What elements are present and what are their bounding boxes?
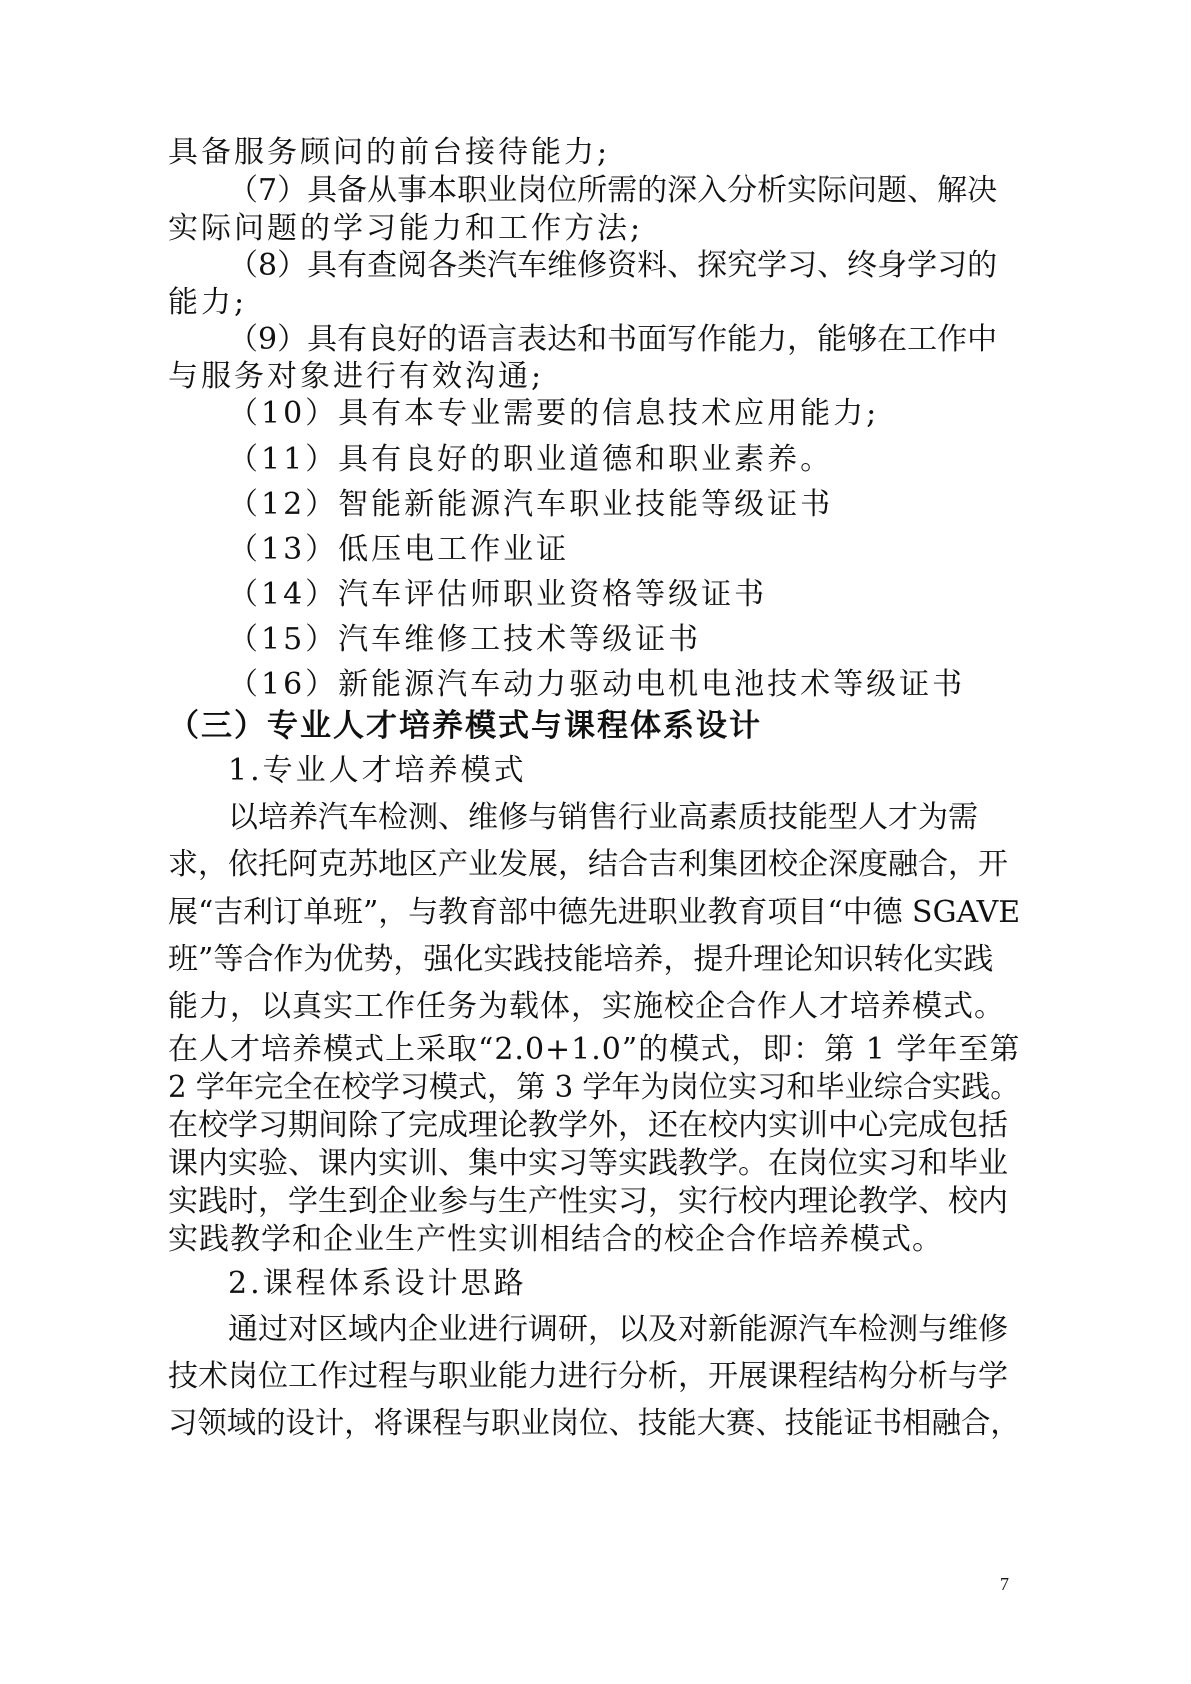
list-item-15: （15）汽车维修工技术等级证书	[228, 622, 702, 657]
subsection-heading: 2.课程体系设计思路	[228, 1266, 527, 1301]
list-item-8: （8）具有查阅各类汽车维修资料、探究学习、终身学习的	[228, 248, 998, 283]
paragraph-line: 课内实验、课内实训、集中实习等实践教学。在岗位实习和毕业	[168, 1146, 1008, 1181]
paragraph-line: 在人才培养模式上采取“2.0+1.0”的模式，即：第 1 学年至第	[168, 1032, 1021, 1067]
paragraph-line: 班”等合作为优势，强化实践技能培养，提升理论知识转化实践	[168, 942, 994, 977]
paragraph-line: 求，依托阿克苏地区产业发展，结合吉利集团校企深度融合，开	[168, 847, 1008, 882]
list-item-13: （13）低压电工作业证	[228, 532, 570, 567]
list-item-11: （11）具有良好的职业道德和职业素养。	[228, 442, 834, 477]
list-item-12: （12）智能新能源汽车职业技能等级证书	[228, 487, 834, 522]
subsection-heading: 1.专业人才培养模式	[228, 753, 527, 788]
paragraph-line: 展“吉利订单班”，与教育部中德先进职业教育项目“中德 SGAVE	[168, 895, 1021, 930]
paragraph-line: 能力，以真实工作任务为载体，实施校企合作人才培养模式。	[168, 989, 1005, 1024]
list-item-7: （7）具备从事本职业岗位所需的深入分析实际问题、解决	[228, 173, 998, 208]
paragraph-line: 在校学习期间除了完成理论教学外，还在校内实训中心完成包括	[168, 1108, 1008, 1143]
paragraph-line: 2 学年完全在校学习模式，第 3 学年为岗位实习和毕业综合实践。	[168, 1070, 1020, 1105]
paragraph-line: 习领域的设计，将课程与职业岗位、技能大赛、技能证书相融合，	[168, 1406, 1020, 1441]
text-line: 具备服务顾问的前台接待能力;	[168, 135, 611, 170]
page-number: 7	[1000, 1574, 1009, 1594]
paragraph-line: 实践教学和企业生产性实训相结合的校企合作培养模式。	[168, 1222, 943, 1257]
paragraph-line: 技术岗位工作过程与职业能力进行分析，开展课程结构分析与学	[168, 1359, 1008, 1394]
paragraph-line: 以培养汽车检测、维修与销售行业高素质技能型人才为需	[228, 800, 978, 835]
list-item-14: （14）汽车评估师职业资格等级证书	[228, 577, 768, 612]
text-line: 实际问题的学习能力和工作方法;	[168, 211, 644, 246]
list-item-16: （16）新能源汽车动力驱动电机电池技术等级证书	[228, 667, 966, 702]
list-item-9: （9）具有良好的语言表达和书面写作能力，能够在工作中	[228, 322, 998, 357]
paragraph-line: 通过对区域内企业进行调研，以及对新能源汽车检测与维修	[228, 1312, 1008, 1347]
text-line: 与服务对象进行有效沟通;	[168, 359, 545, 394]
text-line: 能力;	[168, 285, 248, 320]
list-item-10: （10）具有本专业需要的信息技术应用能力;	[228, 396, 880, 431]
paragraph-line: 实践时，学生到企业参与生产性实习，实行校内理论教学、校内	[168, 1184, 1008, 1219]
section-heading: （三）专业人才培养模式与课程体系设计	[168, 708, 762, 744]
